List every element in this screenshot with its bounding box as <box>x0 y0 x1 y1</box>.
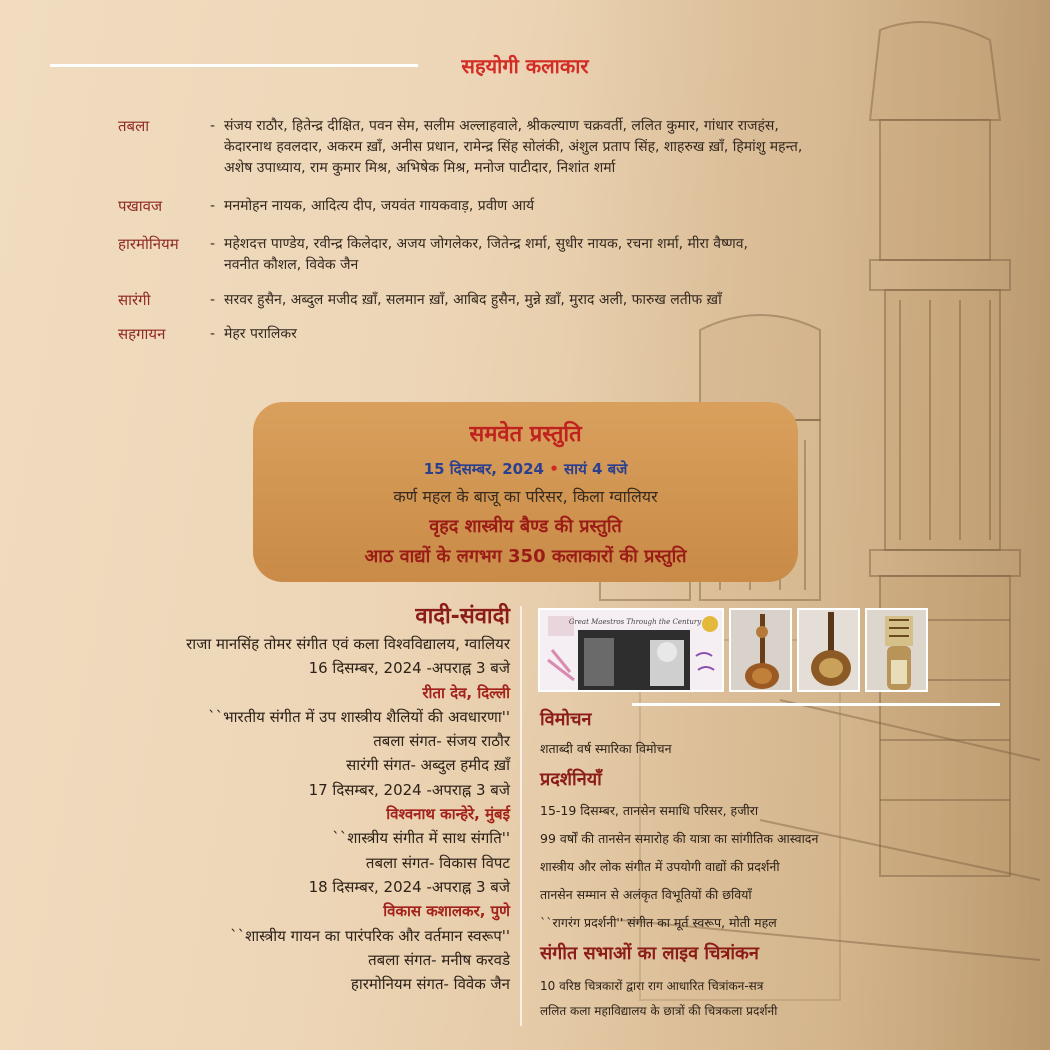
vadi-samvadi-line: ``शास्त्रीय संगीत में साथ संगति'' <box>332 829 510 848</box>
vadi-samvadi-line: तबला संगत- विकास विपट <box>365 853 510 872</box>
bullet-dot: • <box>549 460 559 478</box>
live-painting-item: ललित कला महाविद्यालय के छात्रों की चित्रकला प्रदर्शनी <box>540 1004 778 1018</box>
souvenir-cover-image <box>538 608 724 692</box>
vadi-samvadi-section <box>80 602 510 996</box>
vimochan-title: विमोचन <box>540 709 592 730</box>
artist-names <box>210 290 958 311</box>
vadi-samvadi-line: 18 दिसम्बर, 2024 -अपराह्न 3 बजे <box>308 877 510 896</box>
artist-names-line: नवनीत कौशल, विवेक जैन <box>224 257 359 273</box>
exhibition-item: शास्त्रीय और लोक संगीत में उपयोगी वाद्यों की प्रदर्शनी <box>540 859 780 874</box>
exhibition-item: तानसेन सम्मान से अलंकृत विभूतियों की छवियाँ <box>540 887 752 902</box>
dash: - <box>210 326 216 342</box>
column-divider <box>520 606 522 1026</box>
instrument-label: हारमोनियम <box>118 235 179 253</box>
exhibition-item: 15-19 दिसम्बर, तानसेन समाधि परिसर, हजीरा <box>540 803 759 818</box>
vadi-samvadi-line: सारंगी संगत- अब्दुल हमीद ख़ाँ <box>346 756 510 775</box>
vadi-samvadi-lines <box>80 632 510 996</box>
vadi-samvadi-line: 17 दिसम्बर, 2024 -अपराह्न 3 बजे <box>308 780 510 799</box>
artist-names <box>210 196 958 217</box>
speaker-name: रीता देव, दिल्ली <box>422 683 510 702</box>
artist-names <box>210 324 958 345</box>
instrument-label: सारंगी <box>118 291 151 309</box>
dash: - <box>210 292 216 308</box>
exhibitions-title: प्रदर्शनियाँ <box>540 769 602 790</box>
instrument-image-sitar <box>797 608 860 692</box>
instrument-label: पखावज <box>118 197 163 215</box>
thumbnail-strip <box>538 608 930 692</box>
artist-names-line: मनमोहन नायक, आदित्य दीप, जयवंत गायकवाड़, प्रवीण आर्य <box>224 198 535 214</box>
dash: - <box>210 118 216 134</box>
ensemble-time: सायं 4 बजे <box>564 460 628 478</box>
vadi-samvadi-line: 16 दिसम्बर, 2024 -अपराह्न 3 बजे <box>308 659 510 678</box>
vadi-samvadi-line: तबला संगत- मनीष करवडे <box>368 950 510 969</box>
instrument-image-sarangi <box>865 608 928 692</box>
instrument-label: सहगायन <box>118 325 166 343</box>
ensemble-date <box>253 459 798 479</box>
vadi-samvadi-line: राजा मानसिंह तोमर संगीत एवं कला विश्वविद्यालय, ग्वालियर <box>186 635 510 653</box>
live-painting-title: संगीत सभाओं का लाइव चित्रांकन <box>540 943 759 964</box>
vadi-samvadi-line: हारमोनियम संगत- विवेक जैन <box>350 975 510 994</box>
dash: - <box>210 198 216 214</box>
header-rule-left <box>50 64 418 67</box>
artist-names-line: मेहर परालिकर <box>224 326 297 342</box>
exhibition-item: 99 वर्षों की तानसेन समारोह की यात्रा का सांगीतिक आस्वादन <box>540 831 819 846</box>
ensemble-date-text: 15 दिसम्बर, 2024 <box>423 460 544 478</box>
vimochan-text: शताब्दी वर्ष स्मारिका विमोचन <box>540 741 672 756</box>
artist-names-line: संजय राठौर, हितेन्द्र दीक्षित, पवन सेम, सलीम अल्लाहवाले, श्रीकल्याण चक्रवर्ती, ललित कुमार, गांधार राजहंस, <box>224 118 779 134</box>
artist-names-line: महेशदत्त पाण्डेय, रवीन्द्र किलेदार, अजय जोगलेकर, जितेन्द्र शर्मा, सुधीर नायक, रचना शर्मा, मीरा वैष्णव, <box>224 236 748 252</box>
instrument-label: तबला <box>118 117 150 135</box>
artist-names-line: केदारनाथ हवलदार, अकरम ख़ाँ, अनीस प्रधान, रामेन्द्र सिंह सोलंकी, अंशुल प्रताप सिंह, शाहरुख ख़ाँ, हिमांशु महन्त, <box>224 139 803 155</box>
artist-names <box>210 234 958 276</box>
exhibition-item: ``रागरंग प्रदर्शनी'' संगीत का मूर्त स्वरूप, मोती महल <box>540 915 777 930</box>
vadi-samvadi-line: ``भारतीय संगीत में उप शास्त्रीय शैलियों की अवधारणा'' <box>208 707 510 726</box>
ensemble-line-1: वृहद शास्त्रीय बैण्ड की प्रस्तुति <box>429 516 622 537</box>
artist-names <box>210 116 958 179</box>
ensemble-title: समवेत प्रस्तुति <box>469 422 582 447</box>
live-painting-item: 10 वरिष्ठ चित्रकारों द्वारा राग आधारित चित्रांकन-सत्र <box>540 979 764 993</box>
artist-names-line: सरवर हुसैन, अब्दुल मजीद ख़ाँ, सलमान ख़ाँ, आबिद हुसैन, मुन्ने ख़ाँ, मुराद अली, फारुख लतीफ ख़ाँ <box>224 292 722 308</box>
instrument-image-veena <box>729 608 792 692</box>
vadi-samvadi-title: वादी-संवादी <box>415 604 510 629</box>
speaker-name: विश्वनाथ कान्हेरे, मुंबई <box>386 805 510 824</box>
artist-names-line: अशेष उपाध्याय, राम कुमार मिश्र, अभिषेक मिश्र, मनोज पाटीदार, निशांत शर्मा <box>224 160 616 176</box>
speaker-name: विकास कशालकर, पुणे <box>383 902 510 921</box>
header-rule-right <box>632 703 1000 706</box>
souvenir-caption: Great Maestros Through the Century <box>568 618 702 626</box>
ensemble-box <box>253 402 798 582</box>
ensemble-venue: कर्ण महल के बाजू का परिसर, किला ग्वालियर <box>393 487 658 506</box>
vadi-samvadi-line: तबला संगत- संजय राठौर <box>373 732 510 751</box>
vadi-samvadi-line: ``शास्त्रीय गायन का पारंपरिक और वर्तमान स्वरूप'' <box>230 926 510 945</box>
section-title: सहयोगी कलाकार <box>461 54 589 78</box>
ensemble-line-2: आठ वाद्यों के लगभग 350 कलाकारों की प्रस्तुति <box>364 546 687 567</box>
dash: - <box>210 236 216 252</box>
